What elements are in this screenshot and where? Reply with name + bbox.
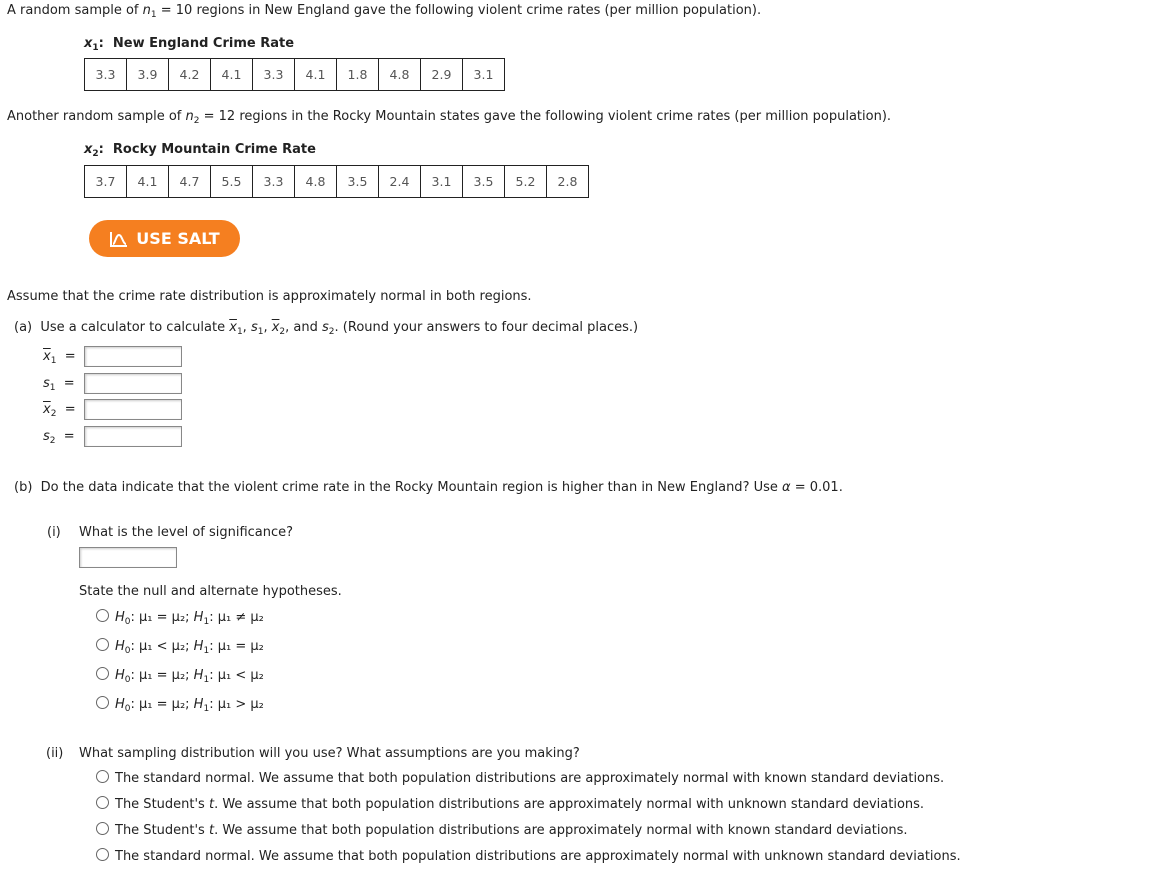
h0-text: μ₁ = μ₂ (139, 610, 186, 625)
data-cell: 2.8 (547, 166, 589, 198)
data-cell: 3.9 (127, 59, 169, 91)
n2-subscript: 2 (193, 116, 200, 126)
hypothesis-option[interactable]: $H_0$: μ₁ = μ₂; $H_1$: μ₁ ≠ μ₂ (96, 609, 264, 625)
data-cell: 5.2 (505, 166, 547, 198)
x2-symbol: x (84, 142, 93, 157)
part-b-prompt (14, 480, 843, 495)
data-cell: 4.1 (127, 166, 169, 198)
data-cell: 2.4 (379, 166, 421, 198)
data-cell: 1.8 (337, 59, 379, 91)
part-a-label: (a) (14, 320, 33, 335)
part-a-text: Use a calculator to calculate (40, 320, 230, 335)
table-row (85, 59, 505, 91)
xbar2-label: $\overline{x}_2$ = (43, 402, 76, 419)
intro2-text: Another random sample of (7, 109, 186, 124)
data-cell: 3.3 (253, 59, 295, 91)
radio-button[interactable] (96, 822, 109, 835)
intro-text: A random sample of (7, 3, 143, 18)
radio-button[interactable] (96, 796, 109, 809)
data-cell: 4.1 (295, 59, 337, 91)
table2-title: $x_2$: Rocky Mountain Crime Rate (84, 142, 316, 159)
part-b-label: (b) (14, 480, 33, 495)
h1-text: μ₁ ≠ μ₂ (217, 610, 264, 625)
data-cell: 4.8 (295, 166, 337, 198)
distribution-option[interactable]: The standard normal. We assume that both population distributions are approximately normal with known standard deviations. (96, 770, 944, 786)
new-england-data-table (84, 58, 505, 91)
radio-button[interactable] (96, 667, 109, 680)
use-salt-button[interactable] (89, 220, 240, 257)
part-b-text: Do the data indicate that the violent crime rate in the Rocky Mountain region is higher than in New England? Use (40, 480, 783, 495)
h0-text: μ₁ = μ₂ (139, 697, 186, 712)
hypothesis-option[interactable]: $H_0$: μ₁ = μ₂; $H_1$: μ₁ > μ₂ (96, 696, 264, 712)
s2-input[interactable] (84, 426, 182, 447)
assumption-text: Assume that the crime rate distribution is approximately normal in both regions. (7, 289, 532, 304)
intro-text-rest: = 10 regions in New England gave the following violent crime rates (per million population). (156, 3, 762, 18)
part-a-text-rest: . (Round your answers to four decimal places.) (334, 320, 639, 335)
alpha-symbol: α (782, 480, 791, 495)
data-cell: 3.1 (463, 59, 505, 91)
x1-symbol: x (84, 36, 93, 51)
intro-sentence-2 (7, 109, 891, 124)
data-cell: 5.5 (211, 166, 253, 198)
part-a-prompt: (a) Use a calculator to calculate $\overline{x}_1$, $s_1$, $\overline{x}_2$, and $s_2$. (Round your answers to four decimal places.) (14, 320, 639, 337)
table-row (85, 166, 589, 198)
table1-title-text: New England Crime Rate (112, 36, 295, 51)
radio-button[interactable] (96, 638, 109, 651)
h1-text: μ₁ > μ₂ (217, 697, 264, 712)
h1-text: μ₁ = μ₂ (217, 639, 264, 654)
distribution-option[interactable]: The Student's t. We assume that both population distributions are approximately normal with known standard deviations. (96, 822, 908, 838)
part-i-question: What is the level of significance? (79, 525, 294, 540)
s2-label: $s_2$ = (43, 429, 75, 446)
s1-input[interactable] (84, 373, 182, 394)
data-cell: 4.8 (379, 59, 421, 91)
intro-sentence-1 (7, 3, 761, 18)
use-salt-label: USE SALT (136, 229, 220, 248)
data-cell: 3.5 (337, 166, 379, 198)
data-cell: 4.1 (211, 59, 253, 91)
data-cell: 3.1 (421, 166, 463, 198)
separator: , (242, 320, 251, 335)
hypothesis-option[interactable]: $H_0$: μ₁ = μ₂; $H_1$: μ₁ < μ₂ (96, 667, 264, 683)
h0-text: μ₁ < μ₂ (139, 639, 186, 654)
s1-label: $s_1$ = (43, 376, 75, 393)
significance-input[interactable] (79, 547, 177, 568)
x2-subscript: 2 (92, 149, 99, 159)
separator: , and (285, 320, 323, 335)
part-ii-label: (ii) (46, 746, 64, 761)
x1-subscript: 1 (92, 43, 99, 53)
data-cell: 3.7 (85, 166, 127, 198)
table1-title: $x_1$: New England Crime Rate (84, 36, 295, 53)
h0-text: μ₁ = μ₂ (139, 668, 186, 683)
hypotheses-prompt: State the null and alternate hypotheses. (79, 584, 342, 599)
part-ii-question: What sampling distribution will you use? What assumptions are you making? (79, 746, 580, 761)
rocky-mountain-data-table (84, 165, 589, 198)
part-i-label: (i) (47, 525, 61, 540)
n1-subscript: 1 (150, 10, 157, 20)
data-cell: 2.9 (421, 59, 463, 91)
xbar1-input[interactable] (84, 346, 182, 367)
intro2-text-rest: = 12 regions in the Rocky Mountain states gave the following violent crime rates (per million population). (199, 109, 892, 124)
radio-button[interactable] (96, 609, 109, 622)
radio-button[interactable] (96, 770, 109, 783)
xbar1-label: $\overline{x}_1$ = (43, 349, 76, 366)
radio-button[interactable] (96, 696, 109, 709)
hypothesis-option[interactable]: $H_0$: μ₁ < μ₂; $H_1$: μ₁ = μ₂ (96, 638, 264, 654)
data-cell: 4.7 (169, 166, 211, 198)
n2-symbol: n (185, 109, 194, 124)
xbar2-input[interactable] (84, 399, 182, 420)
n1-symbol: n (142, 3, 151, 18)
separator: , (263, 320, 272, 335)
data-cell: 3.3 (253, 166, 295, 198)
distribution-option[interactable]: The standard normal. We assume that both population distributions are approximately normal with unknown standard deviations. (96, 848, 961, 864)
part-b-text-rest: = 0.01. (790, 480, 843, 495)
data-cell: 3.3 (85, 59, 127, 91)
data-cell: 4.2 (169, 59, 211, 91)
salt-chart-icon (109, 230, 129, 248)
table2-title-text: Rocky Mountain Crime Rate (112, 142, 316, 157)
radio-button[interactable] (96, 848, 109, 861)
h1-text: μ₁ < μ₂ (217, 668, 264, 683)
data-cell: 3.5 (463, 166, 505, 198)
distribution-option[interactable]: The Student's t. We assume that both population distributions are approximately normal with unknown standard deviations. (96, 796, 924, 812)
